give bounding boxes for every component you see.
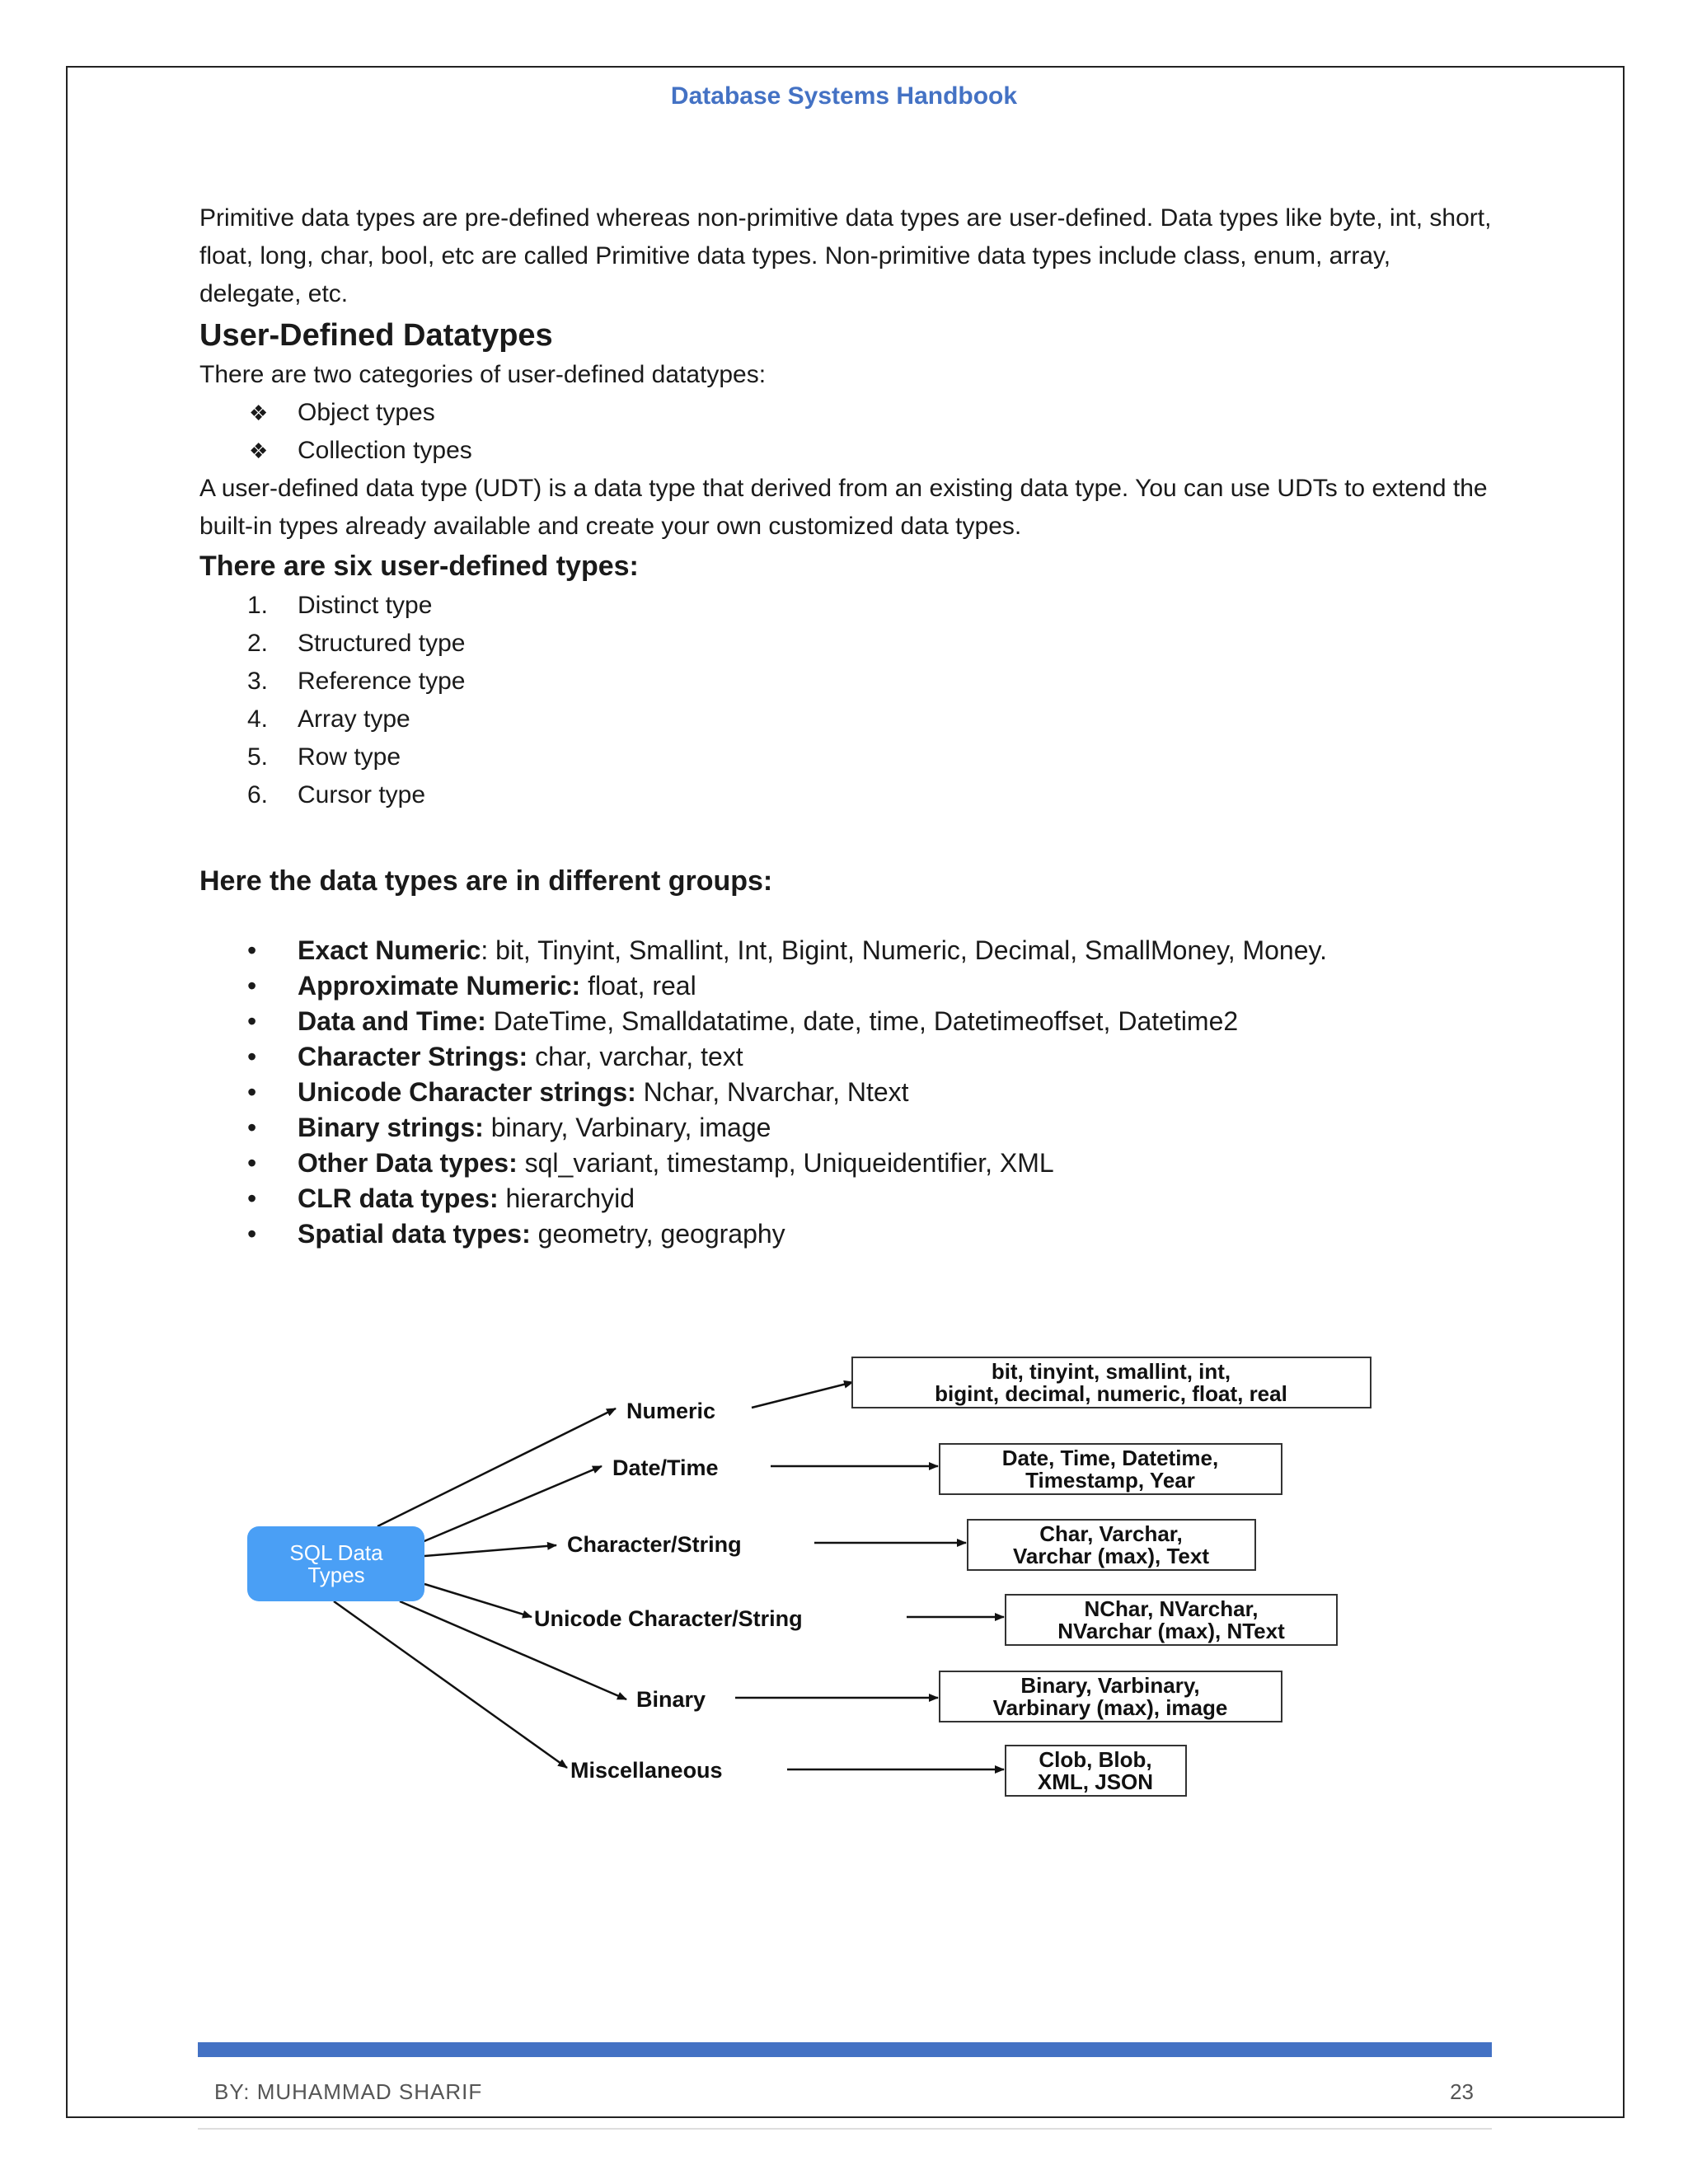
connector-unicode bbox=[424, 1584, 532, 1617]
detail-misc-1: Clob, Blob, bbox=[1039, 1747, 1152, 1772]
footer-author: BY: MUHAMMAD SHARIF bbox=[214, 2079, 483, 2104]
footer-accent-bar bbox=[198, 2042, 1492, 2057]
list-item: • Binary strings: binary, Varbinary, image bbox=[247, 1113, 771, 1142]
detail-binary-1: Binary, Varbinary, bbox=[1020, 1673, 1200, 1698]
connector-misc bbox=[334, 1601, 567, 1768]
connector-numeric-detail bbox=[752, 1382, 853, 1408]
detail-unicode-2: NVarchar (max), NText bbox=[1057, 1619, 1285, 1643]
connector-numeric bbox=[377, 1408, 616, 1526]
detail-datetime-2: Timestamp, Year bbox=[1025, 1468, 1195, 1493]
udt-description: A user-defined data type (UDT) is a data type that derived from an existing data type. You can use UDTs to extend the built-in types already available and create your own customized data types. bbox=[199, 475, 1488, 540]
footer-divider bbox=[198, 2128, 1492, 2130]
detail-datetime-1: Date, Time, Datetime, bbox=[1001, 1446, 1219, 1470]
list-item: ❖ Object types bbox=[199, 394, 1493, 432]
branch-datetime: Date/Time bbox=[612, 1455, 719, 1480]
branch-misc: Miscellaneous bbox=[570, 1758, 723, 1783]
intro-paragraph: Primitive data types are pre-defined whereas non-primitive data types are user-defined. Data types like byte, int, short, float, long, char, bool, etc are called Primitive data types. Non-primitive data types include class, enum, array, delegate, etc. bbox=[199, 204, 1492, 307]
list-item: 1. Distinct type bbox=[247, 592, 433, 619]
branch-unicode: Unicode Character/String bbox=[534, 1606, 803, 1631]
branch-character: Character/String bbox=[567, 1532, 742, 1557]
list-item: • Other Data types: sql_variant, timestamp, Uniqueidentifier, XML bbox=[247, 1148, 1054, 1178]
list-item: 5. Row type bbox=[247, 743, 401, 771]
groups-heading: Here the data types are in different groups: bbox=[199, 865, 773, 897]
detail-character-2: Varchar (max), Text bbox=[1013, 1544, 1209, 1568]
detail-numeric-1: bit, tinyint, smallint, int, bbox=[991, 1359, 1231, 1384]
detail-unicode-1: NChar, NVarchar, bbox=[1084, 1596, 1259, 1621]
branch-binary: Binary bbox=[636, 1687, 706, 1712]
detail-binary-2: Varbinary (max), image bbox=[992, 1695, 1228, 1720]
list-item: 2. Structured type bbox=[247, 630, 466, 657]
list-item: 4. Array type bbox=[247, 705, 410, 733]
list-item: • Spatial data types: geometry, geography bbox=[247, 1219, 785, 1249]
list-item: • Approximate Numeric: float, real bbox=[247, 971, 696, 1001]
branch-numeric: Numeric bbox=[626, 1399, 716, 1423]
page-header: Database Systems Handbook bbox=[670, 82, 1018, 110]
root-node-label-2: Types bbox=[307, 1563, 365, 1587]
list-item: • Exact Numeric: bit, Tinyint, Smallint, Int, Bigint, Numeric, Decimal, SmallMoney, Money. bbox=[247, 935, 1328, 965]
detail-misc-2: XML, JSON bbox=[1037, 1769, 1154, 1794]
list-item: • Unicode Character strings: Nchar, Nvarchar, Ntext bbox=[247, 1077, 909, 1107]
udt-intro: There are two categories of user-defined datatypes: bbox=[199, 361, 767, 388]
list-item: 3. Reference type bbox=[247, 668, 466, 695]
udt-heading: User-Defined Datatypes bbox=[199, 318, 553, 353]
list-item: • CLR data types: hierarchyid bbox=[247, 1183, 635, 1213]
detail-numeric-2: bigint, decimal, numeric, float, real bbox=[935, 1381, 1287, 1406]
page-number: 23 bbox=[1450, 2079, 1474, 2104]
list-item: • Character Strings: char, varchar, text bbox=[247, 1042, 743, 1071]
list-item: • Data and Time: DateTime, Smalldatatime, date, time, Datetimeoffset, Datetime2 bbox=[247, 1006, 1239, 1036]
six-types-heading: There are six user-defined types: bbox=[199, 551, 639, 582]
list-item: 6. Cursor type bbox=[247, 781, 426, 808]
detail-character-1: Char, Varchar, bbox=[1039, 1521, 1183, 1546]
connector-character bbox=[424, 1545, 556, 1556]
diamond-bullet-icon: ❖ bbox=[249, 401, 269, 425]
root-node-label-1: SQL Data bbox=[289, 1540, 383, 1565]
diamond-bullet-icon: ❖ bbox=[249, 438, 269, 463]
list-item: ❖ Collection types bbox=[199, 432, 1493, 470]
